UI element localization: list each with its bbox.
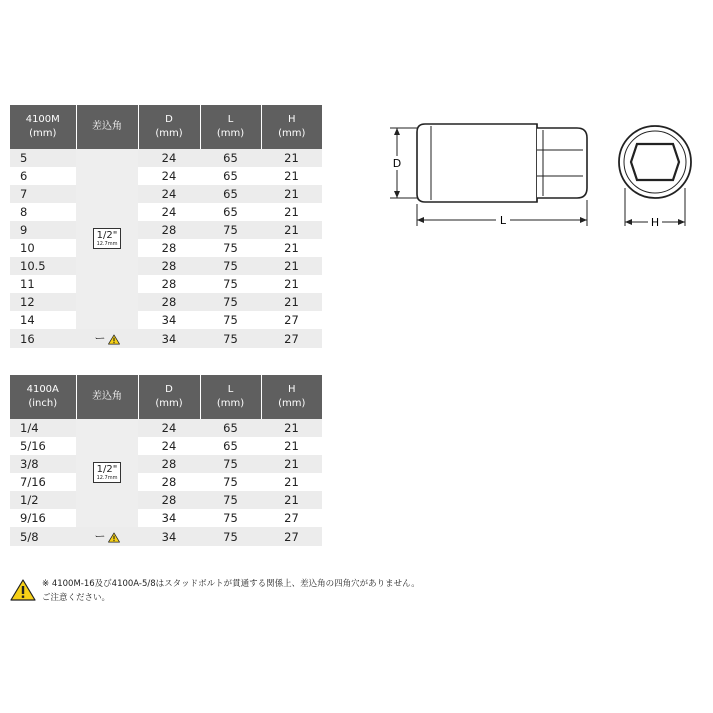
d-cell: 34: [138, 527, 200, 546]
d-cell: 24: [138, 149, 200, 167]
h-cell: 27: [261, 329, 322, 348]
table-header-row: [10, 375, 322, 419]
table-row: [10, 185, 322, 203]
table-row: [10, 311, 322, 329]
l-cell: 75: [200, 455, 261, 473]
l-cell: 75: [200, 293, 261, 311]
drive-size-box: 1/2" 12.7mm: [93, 462, 122, 483]
drive-cell: [76, 149, 138, 329]
d-cell: 34: [138, 509, 200, 527]
h-cell: 21: [261, 491, 322, 509]
h-cell: 21: [261, 473, 322, 491]
size-cell: 5/8: [10, 527, 76, 546]
d-cell: 28: [138, 455, 200, 473]
d-cell: 34: [138, 311, 200, 329]
d-cell: 28: [138, 473, 200, 491]
h-cell: 21: [261, 167, 322, 185]
table-row: [10, 293, 322, 311]
table-row: [10, 509, 322, 527]
table-row: [10, 221, 322, 239]
size-cell: 5/16: [10, 437, 76, 455]
l-cell: 75: [200, 221, 261, 239]
drive-cell-none: ー: [76, 527, 138, 546]
inch-size-table: [10, 375, 322, 546]
l-cell: 65: [200, 419, 261, 437]
table-row: [10, 455, 322, 473]
d-cell: 28: [138, 275, 200, 293]
l-cell: 75: [200, 473, 261, 491]
h-cell: 21: [261, 185, 322, 203]
l-cell: 75: [200, 257, 261, 275]
drive-cell: [76, 419, 138, 527]
h-cell: 21: [261, 275, 322, 293]
h-cell: 27: [261, 527, 322, 546]
header-d: D (mm): [138, 105, 200, 149]
h-cell: 21: [261, 419, 322, 437]
header-l: L (mm): [200, 375, 261, 419]
h-cell: 27: [261, 509, 322, 527]
caution-note-line1: ※ 4100M-16及び4100A-5/8はスタッドボルトが貫通する関係上、差込角の四角穴がありません。: [42, 579, 420, 589]
h-cell: 21: [261, 293, 322, 311]
size-cell: 10: [10, 239, 76, 257]
size-cell: 10.5: [10, 257, 76, 275]
d-cell: 28: [138, 491, 200, 509]
warning-icon: [10, 579, 36, 601]
table-row: [10, 419, 322, 437]
h-cell: 21: [261, 149, 322, 167]
drive-size-box: 1/2" 12.7mm: [93, 228, 122, 249]
l-cell: 75: [200, 329, 261, 348]
size-cell: 14: [10, 311, 76, 329]
size-cell: 9: [10, 221, 76, 239]
size-cell: 1/2: [10, 491, 76, 509]
size-cell: 8: [10, 203, 76, 221]
size-cell: 6: [10, 167, 76, 185]
dimension-d-label: D: [392, 157, 402, 170]
d-cell: 28: [138, 293, 200, 311]
dimension-h-label: H: [650, 216, 660, 229]
header-drive: 差込角: [76, 105, 138, 149]
header-model: 4100A (inch): [10, 375, 76, 419]
d-cell: 24: [138, 437, 200, 455]
table-row: [10, 239, 322, 257]
l-cell: 75: [200, 491, 261, 509]
table-row: [10, 275, 322, 293]
metric-size-table: [10, 105, 322, 348]
d-cell: 24: [138, 185, 200, 203]
size-cell: 7/16: [10, 473, 76, 491]
size-cell: 3/8: [10, 455, 76, 473]
table-row: [10, 491, 322, 509]
size-cell: 16: [10, 329, 76, 348]
table-row: [10, 437, 322, 455]
header-drive: 差込角: [76, 375, 138, 419]
table-row: [10, 203, 322, 221]
socket-dimension-diagram: [385, 120, 695, 240]
header-d: D (mm): [138, 375, 200, 419]
caution-note-line2: ご注意ください。: [42, 593, 111, 603]
h-cell: 21: [261, 437, 322, 455]
l-cell: 75: [200, 239, 261, 257]
table-header-row: [10, 105, 322, 149]
h-cell: 27: [261, 311, 322, 329]
table-row: [10, 473, 322, 491]
table-row: [10, 329, 322, 348]
h-cell: 21: [261, 203, 322, 221]
header-l: L (mm): [200, 105, 261, 149]
dimension-l-label: L: [499, 214, 507, 227]
header-model: 4100M (mm): [10, 105, 76, 149]
size-cell: 7: [10, 185, 76, 203]
size-cell: 11: [10, 275, 76, 293]
d-cell: 34: [138, 329, 200, 348]
d-cell: 24: [138, 419, 200, 437]
h-cell: 21: [261, 221, 322, 239]
header-h: H (mm): [261, 105, 322, 149]
warning-icon: [108, 334, 120, 345]
table-row: [10, 167, 322, 185]
size-cell: 9/16: [10, 509, 76, 527]
l-cell: 65: [200, 185, 261, 203]
l-cell: 75: [200, 275, 261, 293]
l-cell: 65: [200, 149, 261, 167]
h-cell: 21: [261, 257, 322, 275]
d-cell: 28: [138, 239, 200, 257]
table-row: [10, 257, 322, 275]
size-cell: 12: [10, 293, 76, 311]
d-cell: 28: [138, 257, 200, 275]
d-cell: 24: [138, 203, 200, 221]
l-cell: 65: [200, 203, 261, 221]
header-h: H (mm): [261, 375, 322, 419]
size-cell: 5: [10, 149, 76, 167]
l-cell: 75: [200, 509, 261, 527]
table-row: [10, 149, 322, 167]
warning-icon: [108, 532, 120, 543]
d-cell: 28: [138, 221, 200, 239]
drive-cell-none: ー: [76, 329, 138, 348]
size-cell: 1/4: [10, 419, 76, 437]
h-cell: 21: [261, 455, 322, 473]
d-cell: 24: [138, 167, 200, 185]
l-cell: 75: [200, 311, 261, 329]
l-cell: 65: [200, 167, 261, 185]
l-cell: 75: [200, 527, 261, 546]
table-row: [10, 527, 322, 546]
l-cell: 65: [200, 437, 261, 455]
h-cell: 21: [261, 239, 322, 257]
